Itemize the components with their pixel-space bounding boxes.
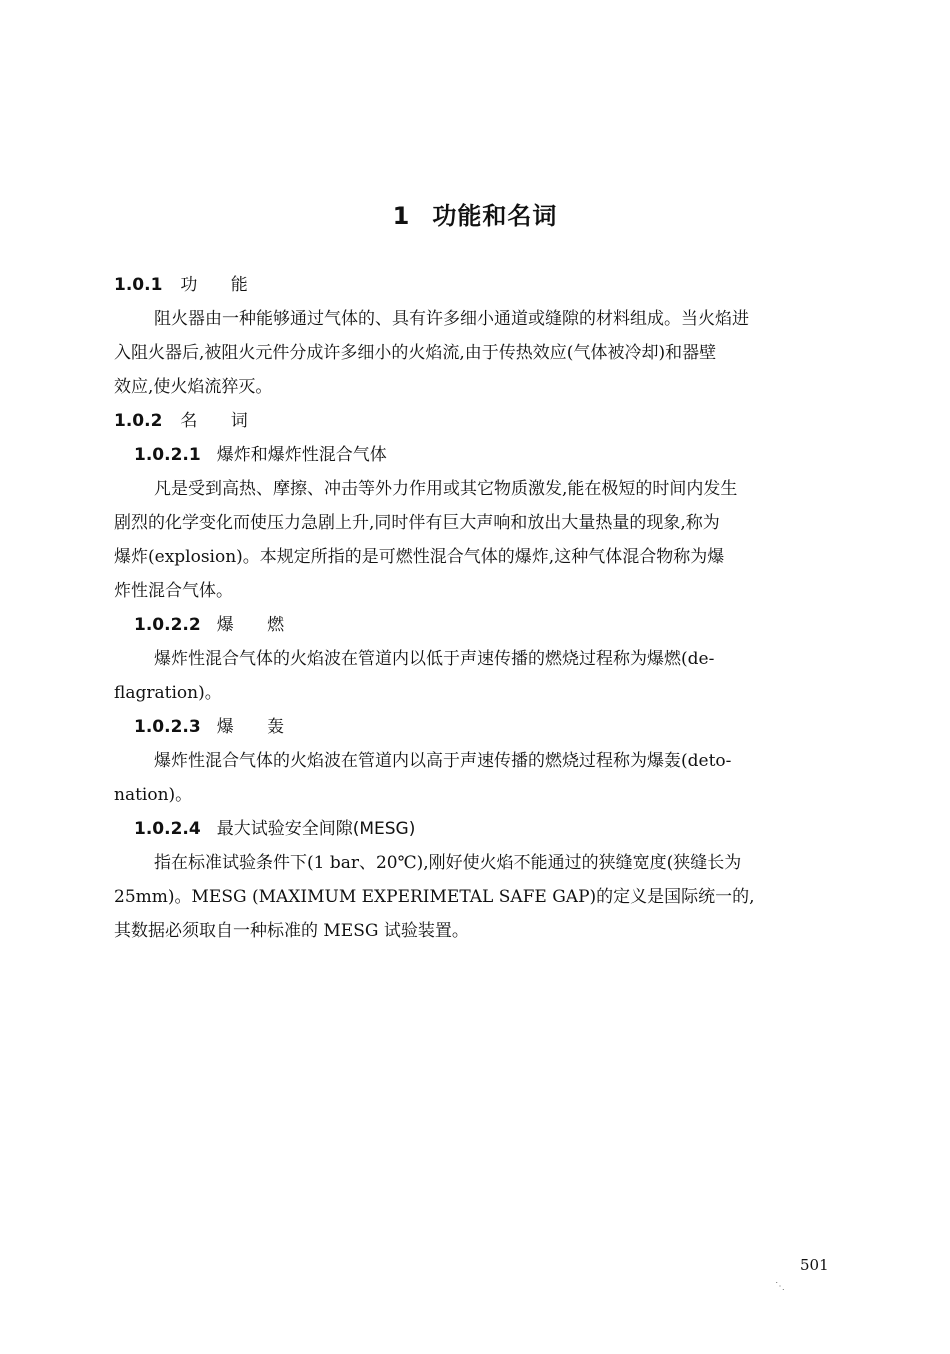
subsection-number: 1.0.2.3 [134, 717, 201, 737]
page-number: 501 [800, 1256, 829, 1274]
subsection-heading-1-0-2-4 [134, 812, 842, 846]
paragraph-deflagration [114, 642, 842, 710]
paragraph-line: 爆炸(explosion)。本规定所指的是可燃性混合气体的爆炸,这种气体混合物称为爆 [114, 547, 725, 567]
paragraph-explosion [114, 472, 842, 608]
section-heading-1-0-2 [114, 404, 842, 438]
subsection-title: 最大试验安全间隙(MESG) [216, 819, 416, 839]
paragraph-detonation [114, 744, 842, 812]
subsection-title: 爆 燃 [216, 615, 299, 635]
section-title: 功 能 [180, 275, 262, 295]
chapter-title [0, 196, 950, 231]
paragraph-line: nation)。 [114, 785, 193, 805]
paragraph-function [114, 302, 842, 404]
subsection-number: 1.0.2.4 [134, 819, 201, 839]
chapter-title-text: 功能和名词 [432, 202, 558, 230]
paragraph-line: 爆炸性混合气体的火焰波在管道内以低于声速传播的燃烧过程称为爆燃(de- [154, 649, 715, 669]
subsection-heading-1-0-2-3 [134, 710, 842, 744]
document-body [114, 268, 842, 948]
chapter-number: 1 [392, 202, 411, 230]
paragraph-line: 25mm)。MESG (MAXIMUM EXPERIMETAL SAFE GAP)的定义是国际统一的, [114, 887, 755, 907]
paragraph-line: 效应,使火焰流猝灭。 [114, 377, 273, 397]
subsection-title: 爆炸和爆炸性混合气体 [216, 445, 387, 465]
subsection-heading-1-0-2-1 [134, 438, 842, 472]
section-heading-1-0-1 [114, 268, 842, 302]
paragraph-line: 爆炸性混合气体的火焰波在管道内以高于声速传播的燃烧过程称为爆轰(deto- [154, 751, 732, 771]
subsection-heading-1-0-2-2 [134, 608, 842, 642]
paragraph-line: 剧烈的化学变化而使压力急剧上升,同时伴有巨大声响和放出大量热量的现象,称为 [114, 513, 720, 533]
subsection-title: 爆 轰 [216, 717, 299, 737]
paragraph-line: 入阻火器后,被阻火元件分成许多细小的火焰流,由于传热效应(气体被冷却)和器壁 [114, 343, 717, 363]
section-number: 1.0.2 [114, 411, 163, 431]
section-title: 名 词 [180, 411, 262, 431]
paragraph-line: 阻火器由一种能够通过气体的、具有许多细小通道或缝隙的材料组成。当火焰进 [154, 309, 749, 329]
paragraph-line: 凡是受到高热、摩擦、冲击等外力作用或其它物质激发,能在极短的时间内发生 [154, 479, 738, 499]
subsection-number: 1.0.2.1 [134, 445, 201, 465]
paragraph-line: 其数据必须取自一种标准的 MESG 试验装置。 [114, 921, 469, 941]
subsection-number: 1.0.2.2 [134, 615, 201, 635]
paragraph-line: 指在标准试验条件下(1 bar、20℃),刚好使火焰不能通过的狭缝宽度(狭缝长为 [154, 853, 742, 873]
section-number: 1.0.1 [114, 275, 163, 295]
paragraph-line: flagration)。 [114, 683, 222, 703]
scan-mark-icon: ⋱ [775, 1281, 785, 1292]
paragraph-mesg [114, 846, 842, 948]
paragraph-line: 炸性混合气体。 [114, 581, 233, 601]
